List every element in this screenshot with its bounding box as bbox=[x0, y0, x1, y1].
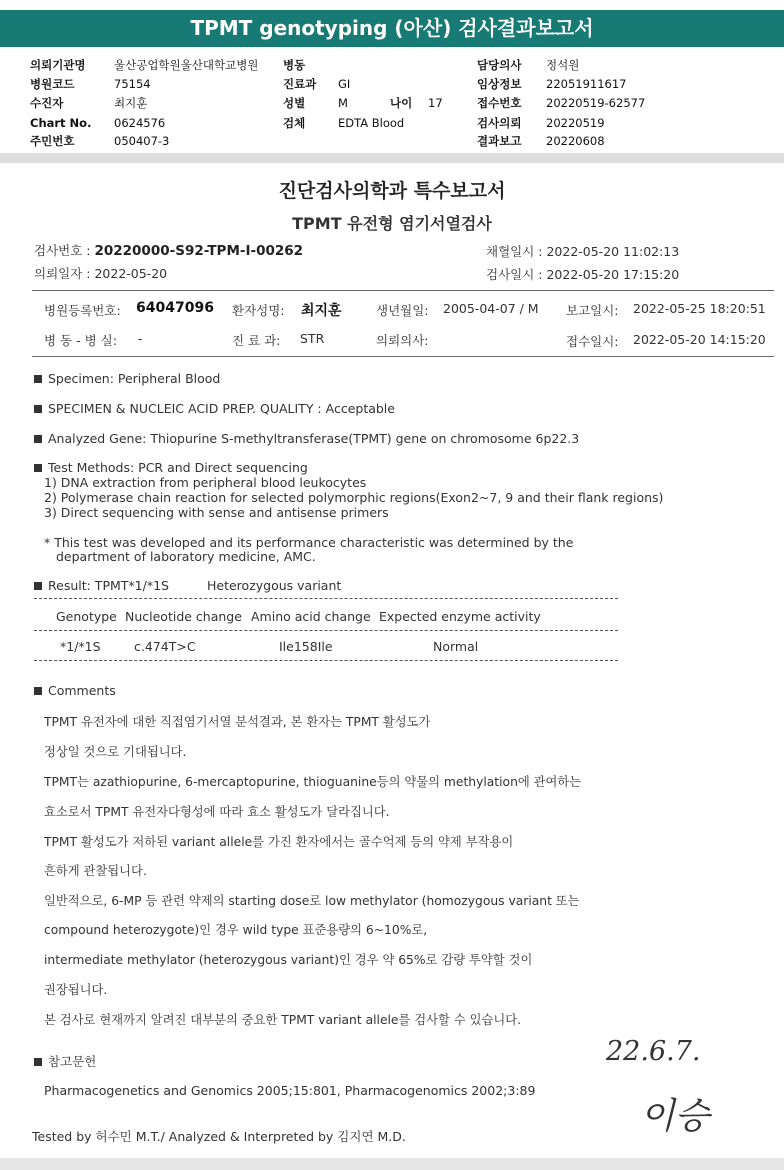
dept-report-title: 진단검사의학과 특수보고서 bbox=[278, 180, 506, 202]
tested-by: Tested by 허수민 M.T./ Analyzed & Interpreted by 김지연 M.D. bbox=[32, 1129, 406, 1144]
note-line: * This test was developed and its performance characteristic was determined by the bbox=[44, 535, 574, 550]
table-cell-nucleotide: c.474T>C bbox=[134, 639, 196, 654]
gene-text: Analyzed Gene: Thiopurine S-methyltransferase(TPMT) gene on chromosome 6p22.3 bbox=[48, 431, 580, 446]
patient-dept-label: 진 료 과: bbox=[232, 333, 281, 348]
table-divider bbox=[34, 660, 618, 661]
test-number bbox=[34, 241, 303, 259]
report-time-label: 보고일시: bbox=[566, 303, 619, 318]
patient-name-value: 최지훈 bbox=[301, 303, 342, 319]
specimen-value: EDTA Blood bbox=[338, 116, 405, 130]
specimen-label: 검체 bbox=[283, 116, 306, 130]
chart-no-value: 0624576 bbox=[114, 116, 166, 130]
comment-line: 정상일 것으로 기대됩니다. bbox=[44, 745, 187, 759]
receipt-no-label: 접수번호 bbox=[477, 96, 522, 110]
reg-no-label: 병원등록번호: bbox=[44, 303, 121, 318]
bottom-border bbox=[0, 1158, 784, 1170]
table-header-nucleotide: Nucleotide change bbox=[125, 609, 242, 624]
result-type: Heterozygous variant bbox=[207, 578, 342, 593]
test-number-value: 20220000-S92-TPM-I-00262 bbox=[94, 243, 304, 259]
patient-dept-value: STR bbox=[300, 331, 325, 346]
institution-label: 의뢰기관명 bbox=[30, 58, 86, 72]
result-label: Result: TPMT*1/*1S bbox=[48, 578, 169, 593]
bullet-icon bbox=[34, 435, 42, 443]
comment-line: TPMT 활성도가 저하된 variant allele를 가진 환자에서는 골수억제 등의 약제 부작용이 bbox=[44, 835, 514, 849]
test-number-label: 검사번호 : bbox=[34, 243, 95, 258]
clinical-info-value: 22051911617 bbox=[546, 77, 627, 91]
hospital-code-value: 75154 bbox=[114, 77, 151, 91]
report-banner-title: TPMT genotyping (아산) 검사결과보고서 bbox=[0, 10, 784, 47]
method-item: 2) Polymerase chain reaction for selected polymorphic regions(Exon2~7, 9 and their flank regions) bbox=[44, 490, 664, 505]
table-cell-genotype: *1/*1S bbox=[60, 639, 101, 654]
table-divider bbox=[34, 598, 618, 599]
age-label: 나이 bbox=[390, 96, 413, 110]
quality-line bbox=[34, 401, 395, 416]
comment-line: intermediate methylator (heterozygous variant)인 경우 약 65%로 감량 투약할 것이 bbox=[44, 953, 533, 967]
comments-heading bbox=[34, 683, 116, 698]
result-report-value: 20220608 bbox=[546, 134, 605, 148]
collection-time: 채혈일시 : 2022-05-20 11:02:13 bbox=[486, 244, 680, 259]
bullet-icon bbox=[34, 375, 42, 383]
references-text: Pharmacogenetics and Genomics 2005;15:801, Pharmacogenomics 2002;3:89 bbox=[44, 1083, 536, 1098]
test-request-value: 20220519 bbox=[546, 116, 605, 130]
comments-title: Comments bbox=[48, 683, 116, 698]
comment-line: 흔하게 관찰됩니다. bbox=[44, 864, 147, 878]
ward-room-value: - bbox=[138, 331, 143, 346]
table-header-genotype: Genotype bbox=[56, 609, 117, 624]
age-value: 17 bbox=[428, 96, 443, 110]
doctor-label: 담당의사 bbox=[477, 58, 522, 72]
methods-title: Test Methods: PCR and Direct sequencing bbox=[48, 460, 308, 475]
institution-value: 울산공업학원울산대학교병원 bbox=[114, 58, 259, 72]
received-time-value: 2022-05-20 14:15:20 bbox=[633, 332, 766, 347]
bullet-icon bbox=[34, 1058, 42, 1066]
test-title: TPMT 유전형 염기서열검사 bbox=[292, 214, 492, 233]
comment-line: 권장됩니다. bbox=[44, 983, 108, 997]
gene-line bbox=[34, 431, 579, 446]
specimen-line bbox=[34, 371, 220, 386]
header-separator bbox=[0, 153, 784, 163]
resident-no-label: 주민번호 bbox=[30, 134, 75, 148]
ward-label: 병동 bbox=[283, 58, 306, 72]
bullet-icon bbox=[34, 687, 42, 695]
specimen-text: Specimen: Peripheral Blood bbox=[48, 371, 221, 386]
table-divider bbox=[34, 630, 618, 631]
comment-line: 본 검사로 현재까지 알려진 대부분의 중요한 TPMT variant allele를 검사할 수 있습니다. bbox=[44, 1013, 522, 1027]
quality-text: SPECIMEN & NUCLEIC ACID PREP. QUALITY : Acceptable bbox=[48, 401, 395, 416]
ward-room-label: 병 동 - 병 실: bbox=[44, 333, 117, 348]
dob-label: 생년월일: bbox=[376, 303, 429, 318]
patient-value: 최지훈 bbox=[114, 96, 148, 110]
result-line bbox=[34, 578, 169, 593]
chart-no-label: Chart No. bbox=[30, 116, 92, 130]
test-time: 검사일시 : 2022-05-20 17:15:20 bbox=[486, 267, 680, 282]
report-time-value: 2022-05-25 18:20:51 bbox=[633, 301, 766, 316]
hospital-code-label: 병원코드 bbox=[30, 77, 75, 91]
dob-value: 2005-04-07 / M bbox=[443, 301, 539, 316]
references-title: 참고문헌 bbox=[48, 1054, 97, 1069]
comment-line: compound heterozygote)인 경우 wild type 표준용량의 6~10%로, bbox=[44, 923, 428, 937]
bullet-icon bbox=[34, 464, 42, 472]
request-date: 의뢰일자 : 2022-05-20 bbox=[34, 266, 168, 281]
resident-no-value: 050407-3 bbox=[114, 134, 170, 148]
method-item: 1) DNA extraction from peripheral blood leukocytes bbox=[44, 475, 367, 490]
handwritten-date: 22.6.7. bbox=[606, 1036, 701, 1067]
department-label: 진료과 bbox=[283, 77, 317, 91]
bullet-icon bbox=[34, 582, 42, 590]
comment-line: 효소로서 TPMT 유전자다형성에 따라 효소 활성도가 달라집니다. bbox=[44, 805, 390, 819]
table-cell-amino-acid: Ile158Ile bbox=[279, 639, 333, 654]
patient-label: 수진자 bbox=[30, 96, 64, 110]
note-line: department of laboratory medicine, AMC. bbox=[56, 549, 316, 564]
references-heading bbox=[34, 1052, 96, 1070]
patient-name-label: 환자성명: bbox=[232, 303, 285, 318]
requesting-doctor-label: 의뢰의사: bbox=[376, 333, 429, 348]
received-time-label: 접수일시: bbox=[566, 334, 619, 349]
handwritten-signature: 이승 bbox=[640, 1096, 710, 1137]
clinical-info-label: 임상정보 bbox=[477, 77, 522, 91]
test-request-label: 검사의뢰 bbox=[477, 116, 522, 130]
methods-title-line bbox=[34, 460, 308, 475]
table-cell-enzyme: Normal bbox=[433, 639, 479, 654]
table-header-amino-acid: Amino acid change bbox=[251, 609, 371, 624]
comment-line: TPMT는 azathiopurine, 6-mercaptopurine, thioguanine등의 약물의 methylation에 관여하는 bbox=[44, 775, 582, 789]
comment-line: 일반적으로, 6-MP 등 관련 약제의 starting dose로 low methylator (homozygous variant 또는 bbox=[44, 894, 580, 908]
result-report-label: 결과보고 bbox=[477, 134, 522, 148]
receipt-no-value: 20220519-62577 bbox=[546, 96, 646, 110]
bullet-icon bbox=[34, 405, 42, 413]
table-header-enzyme: Expected enzyme activity bbox=[379, 609, 541, 624]
comment-line: TPMT 유전자에 대한 직접염기서열 분석결과, 본 환자는 TPMT 활성도가 bbox=[44, 715, 431, 729]
sex-value: M bbox=[338, 96, 348, 110]
department-value: GI bbox=[338, 77, 351, 91]
method-item: 3) Direct sequencing with sense and antisense primers bbox=[44, 505, 389, 520]
sex-label: 성별 bbox=[283, 96, 306, 110]
reg-no-value: 64047096 bbox=[136, 300, 214, 316]
doctor-value: 정석원 bbox=[546, 58, 580, 72]
